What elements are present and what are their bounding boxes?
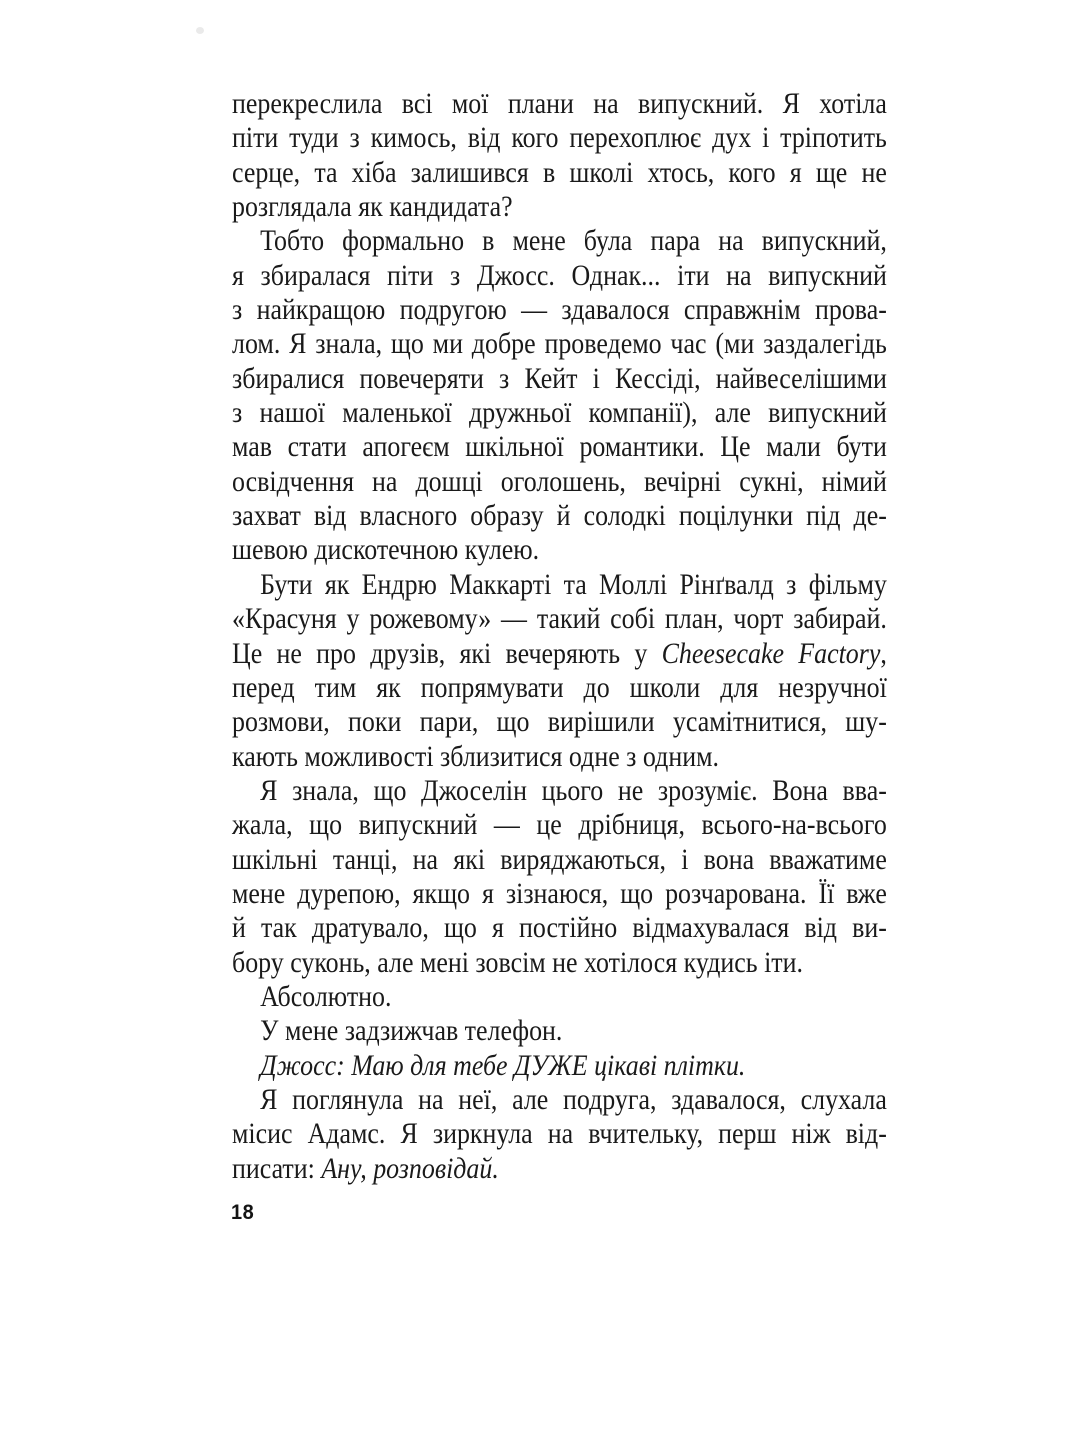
- text-run: збиралися повечеряти з Кейт і Кессіді, найвеселішими: [232, 362, 887, 395]
- text-line: [232, 1152, 887, 1186]
- text-run: ,: [880, 637, 887, 670]
- text-run: я збиралася піти з Джосс. Однак... іти на випускний: [232, 259, 887, 292]
- text-run: мав стати апогеєм шкільної романтики. Це мали бути: [232, 431, 887, 464]
- text-run: «Красуня у рожевому» — такий собі план, чорт забирай.: [232, 603, 887, 636]
- text-line: [232, 156, 887, 190]
- text-run: писати:: [232, 1152, 322, 1185]
- text-run: шкільні танці, на які виряджаються, і вона вважатиме: [232, 843, 887, 876]
- text-line: [232, 362, 887, 396]
- scan-speck: [196, 27, 204, 34]
- paragraph: [232, 224, 887, 567]
- text-line: [232, 190, 887, 224]
- text-run: з найкращою подругою — здавалося справжнім прова-: [232, 294, 887, 327]
- text-line: [232, 602, 887, 636]
- text-line: [232, 327, 887, 361]
- text-run: з нашої маленької дружньої компанії), але випускний: [232, 397, 887, 430]
- text-run: Я знала, що Джоселін цього не зрозуміє. Вона вва-: [260, 774, 887, 807]
- text-line: [232, 533, 887, 567]
- text-line: [232, 1014, 887, 1048]
- text-run: перед тим як попрямувати до школи для незручної: [232, 671, 887, 704]
- text-line: [232, 121, 887, 155]
- paragraph: [232, 774, 887, 980]
- paragraph: [232, 1049, 887, 1083]
- text-run: Я поглянула на неї, але подруга, здавалося, слухала: [260, 1083, 887, 1116]
- text-line: [232, 637, 887, 671]
- text-line: [232, 1117, 887, 1151]
- text-line: [232, 843, 887, 877]
- italic-text-run: Ану, розповідай.: [321, 1152, 499, 1185]
- italic-text-run: Джосс: Маю для тебе ДУЖЕ цікаві плітки.: [260, 1049, 746, 1082]
- text-line: [232, 946, 887, 980]
- text-run: розмови, поки пари, що вирішили усамітнитися, шу-: [232, 706, 887, 739]
- text-line: [232, 774, 887, 808]
- italic-text-run: Cheesecake Factory: [661, 637, 881, 670]
- text-run: бору суконь, але мені зовсім не хотілося кудись іти.: [232, 946, 804, 979]
- text-line: [232, 671, 887, 705]
- text-line: [232, 1083, 887, 1117]
- text-run: освідчення на дошці оголошень, вечірні сукні, німий: [232, 465, 887, 498]
- text-line: [232, 430, 887, 464]
- text-run: лом. Я знала, що ми добре проведемо час (ми заздалегідь: [232, 328, 887, 361]
- text-run: жала, що випускний — це дрібниця, всього-на-всього: [232, 809, 887, 842]
- text-run: піти туди з кимось, від кого перехоплює дух і тріпотить: [232, 122, 887, 155]
- page-number: 18: [231, 1201, 255, 1224]
- text-run: місис Адамс. Я зиркнула на вчительку, перш ніж від-: [232, 1118, 887, 1151]
- page-text: [232, 87, 887, 1186]
- text-run: У мене задзижчав телефон.: [260, 1015, 563, 1048]
- paragraph: [232, 568, 887, 774]
- paragraph: [232, 87, 887, 224]
- text-line: [232, 259, 887, 293]
- text-line: [232, 396, 887, 430]
- text-line: [232, 1049, 887, 1083]
- text-run: захват від власного образу й солодкі поцілунки під де-: [232, 500, 887, 533]
- text-run: серце, та хіба залишився в школі хтось, кого я ще не: [232, 156, 887, 189]
- text-run: Бути як Ендрю Маккарті та Моллі Рінґвалд з фільму: [260, 568, 887, 601]
- text-run: шевою дискотечною кулею.: [232, 534, 540, 567]
- text-run: Тобто формально в мене була пара на випускний,: [260, 225, 887, 258]
- text-line: [232, 499, 887, 533]
- text-line: [232, 877, 887, 911]
- text-run: перекреслила всі мої плани на випускний. Я хотіла: [232, 88, 887, 120]
- text-line: [232, 980, 887, 1014]
- text-line: [232, 87, 887, 121]
- text-line: [232, 293, 887, 327]
- text-line: [232, 705, 887, 739]
- text-line: [232, 808, 887, 842]
- text-line: [232, 740, 887, 774]
- text-line: [232, 224, 887, 258]
- text-run: й так дратувало, що я постійно відмахувалася від ви-: [232, 912, 887, 945]
- text-run: мене дурепою, якщо я зізнаюся, що розчарована. Її вже: [232, 877, 887, 910]
- paragraph: [232, 1014, 887, 1048]
- paragraph: [232, 980, 887, 1014]
- text-run: розглядала як кандидата?: [232, 191, 513, 224]
- text-line: [232, 465, 887, 499]
- text-run: Абсолютно.: [260, 980, 392, 1013]
- text-run: кають можливості зблизитися одне з одним.: [232, 740, 719, 773]
- text-run: Це не про друзів, які вечеряють у: [232, 637, 662, 670]
- paragraph: [232, 1083, 887, 1186]
- text-line: [232, 911, 887, 945]
- text-line: [232, 568, 887, 602]
